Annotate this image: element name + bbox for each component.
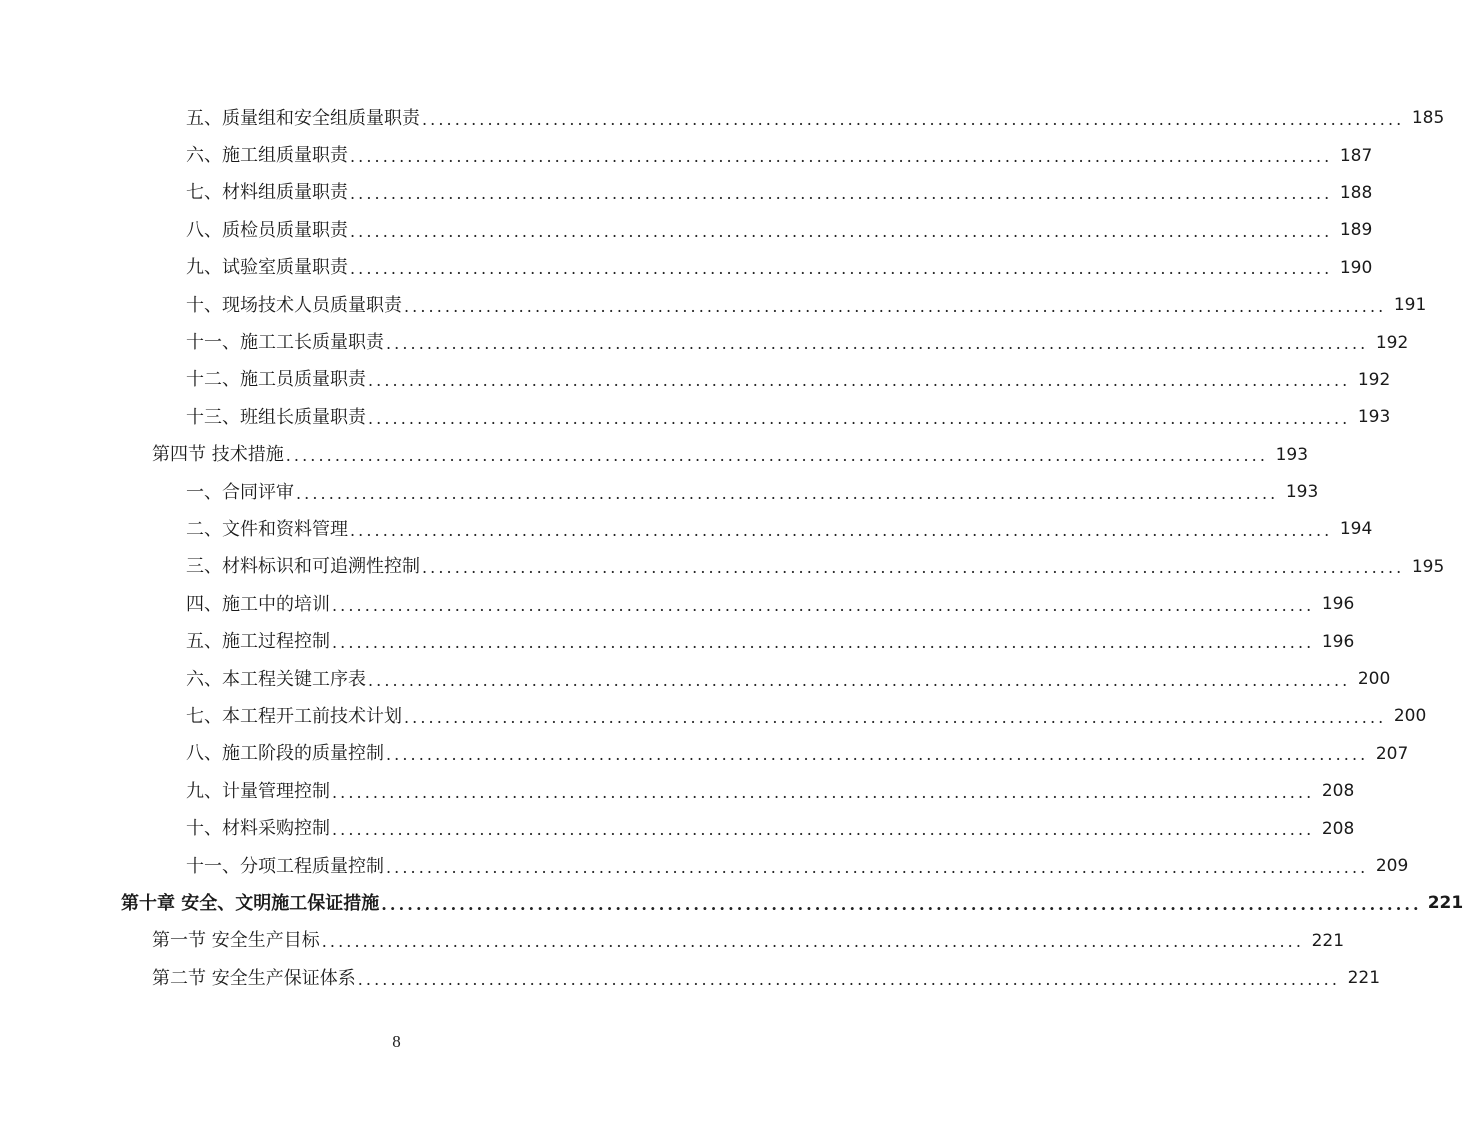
toc-entry-page-number: 209 [1375, 856, 1409, 876]
toc-dot-leader: ........................................................................................................................ [332, 782, 1315, 802]
toc-entry-label: 第一节 安全生产目标 [152, 930, 320, 952]
toc-dot-leader: ........................................................................................................................ [332, 820, 1315, 840]
toc-entry-page-number: 221 [1347, 968, 1381, 989]
toc-entry-label: 十一、施工工长质量职责 [186, 332, 384, 354]
toc-entry-item[interactable] [0, 511, 1373, 548]
toc-entry-item[interactable] [0, 623, 1355, 660]
toc-entry-label: 三、材料标识和可追溯性控制 [186, 556, 420, 578]
toc-entry-item[interactable] [0, 250, 1373, 287]
toc-entry-item[interactable] [0, 399, 1391, 436]
toc-entry-item[interactable] [0, 848, 1409, 885]
toc-entry-page-number: 189 [1339, 220, 1373, 241]
toc-dot-leader: ........................................................................................................................ [350, 259, 1333, 279]
toc-entry-label: 八、施工阶段的质量控制 [186, 743, 384, 765]
toc-entry-label: 六、施工组质量职责 [186, 145, 348, 167]
toc-entry-page-number: 221 [1427, 893, 1463, 914]
toc-entry-label: 六、本工程关键工序表 [186, 668, 366, 690]
toc-entry-section[interactable] [0, 960, 1381, 997]
toc-dot-leader: ........................................................................................................................ [296, 483, 1279, 503]
toc-entry-item[interactable] [0, 586, 1355, 623]
toc-entry-page-number: 191 [1393, 295, 1427, 316]
toc-entry-section[interactable] [0, 437, 1309, 474]
toc-entry-page-number: 190 [1339, 257, 1373, 278]
toc-dot-leader: ........................................................................................................................ [285, 446, 1269, 466]
toc-entry-page-number: 192 [1357, 369, 1391, 390]
toc-entry-label: 四、施工中的培训 [186, 593, 330, 615]
toc-entry-item[interactable] [0, 324, 1409, 361]
toc-dot-leader: ........................................................................................................................ [368, 371, 1351, 391]
toc-dot-leader: ........................................................................................................................ [350, 184, 1333, 204]
toc-entry-label: 第四节 技术措施 [152, 444, 284, 466]
toc-dot-leader: ........................................................................................................................ [357, 969, 1341, 989]
toc-entry-label: 十二、施工员质量职责 [186, 369, 366, 391]
toc-entry-item[interactable] [0, 287, 1427, 324]
toc-entry-page-number: 200 [1393, 706, 1427, 727]
toc-dot-leader: ........................................................................................................................ [386, 334, 1369, 354]
toc-dot-leader: ........................................................................................................................ [332, 595, 1315, 615]
toc-dot-leader: ........................................................................................................................ [386, 857, 1369, 877]
page-number: 8 [392, 1032, 401, 1051]
toc-entry-item[interactable] [0, 549, 1445, 586]
toc-entry-page-number: 185 [1411, 108, 1445, 129]
toc-dot-leader: ........................................................................................................................ [386, 745, 1369, 765]
toc-entry-label: 五、施工过程控制 [186, 631, 330, 653]
toc-entry-label: 九、计量管理控制 [186, 780, 330, 802]
toc-entry-label: 十、材料采购控制 [186, 818, 330, 840]
toc-dot-leader: ........................................................................................................................ [332, 633, 1315, 653]
toc-entry-page-number: 194 [1339, 519, 1373, 540]
toc-entry-item[interactable] [0, 661, 1391, 698]
toc-dot-leader: ........................................................................................................................ [321, 932, 1305, 952]
toc-entry-page-number: 208 [1321, 781, 1355, 802]
toc-entry-page-number: 193 [1275, 444, 1309, 465]
toc-entry-page-number: 221 [1311, 930, 1345, 951]
toc-entry-page-number: 188 [1339, 182, 1373, 203]
toc-entry-label: 十一、分项工程质量控制 [186, 855, 384, 877]
toc-entry-page-number: 187 [1339, 145, 1373, 166]
toc-dot-leader: ........................................................................................................................ [350, 147, 1333, 167]
toc-entry-page-number: 193 [1357, 407, 1391, 428]
toc-entry-label: 第二节 安全生产保证体系 [152, 967, 356, 989]
toc-entry-item[interactable] [0, 362, 1391, 399]
toc-entry-item[interactable] [0, 698, 1427, 735]
toc-entry-label: 八、质检员质量职责 [186, 219, 348, 241]
toc-entry-label: 七、本工程开工前技术计划 [186, 705, 402, 727]
toc-dot-leader: ........................................................................................................................ [350, 520, 1333, 540]
toc-entry-page-number: 207 [1375, 743, 1409, 764]
toc-entry-label: 一、合同评审 [186, 481, 294, 503]
toc-entry-item[interactable] [0, 773, 1355, 810]
toc-entry-item[interactable] [0, 810, 1355, 847]
toc-entry-page-number: 196 [1321, 631, 1355, 652]
toc-entry-page-number: 193 [1285, 482, 1319, 503]
toc-entry-item[interactable] [0, 212, 1373, 249]
toc-dot-leader: ........................................................................................................................ [404, 296, 1387, 316]
toc-entry-label: 二、文件和资料管理 [186, 518, 348, 540]
toc-entry-label: 九、试验室质量职责 [186, 257, 348, 279]
toc-entry-label: 第十章 安全、文明施工保证措施 [121, 892, 380, 914]
toc-entry-item[interactable] [0, 736, 1409, 773]
toc-dot-leader: ........................................................................................................................ [422, 109, 1405, 129]
toc-dot-leader: ........................................................................................................................ [381, 894, 1422, 914]
toc-entry-item[interactable] [0, 137, 1373, 174]
toc-entry-page-number: 208 [1321, 818, 1355, 839]
toc-dot-leader: ........................................................................................................................ [368, 670, 1351, 690]
toc-entry-item[interactable] [0, 474, 1319, 511]
toc-entry-page-number: 195 [1411, 556, 1445, 577]
toc-dot-leader: ........................................................................................................................ [404, 707, 1387, 727]
toc-entry-page-number: 192 [1375, 332, 1409, 353]
toc-entry-page-number: 200 [1357, 669, 1391, 690]
toc-entry-item[interactable] [0, 175, 1373, 212]
toc-dot-leader: ........................................................................................................................ [368, 408, 1351, 428]
toc-entry-chapter[interactable] [0, 885, 1463, 922]
toc-entry-label: 十三、班组长质量职责 [186, 406, 366, 428]
toc-entry-label: 七、材料组质量职责 [186, 182, 348, 204]
toc-dot-leader: ........................................................................................................................ [422, 558, 1405, 578]
toc-entry-section[interactable] [0, 923, 1345, 960]
toc-dot-leader: ........................................................................................................................ [350, 221, 1333, 241]
table-of-contents [0, 100, 1463, 997]
toc-entry-label: 五、质量组和安全组质量职责 [186, 107, 420, 129]
toc-entry-page-number: 196 [1321, 594, 1355, 615]
toc-entry-item[interactable] [0, 100, 1445, 137]
toc-entry-label: 十、现场技术人员质量职责 [186, 294, 402, 316]
